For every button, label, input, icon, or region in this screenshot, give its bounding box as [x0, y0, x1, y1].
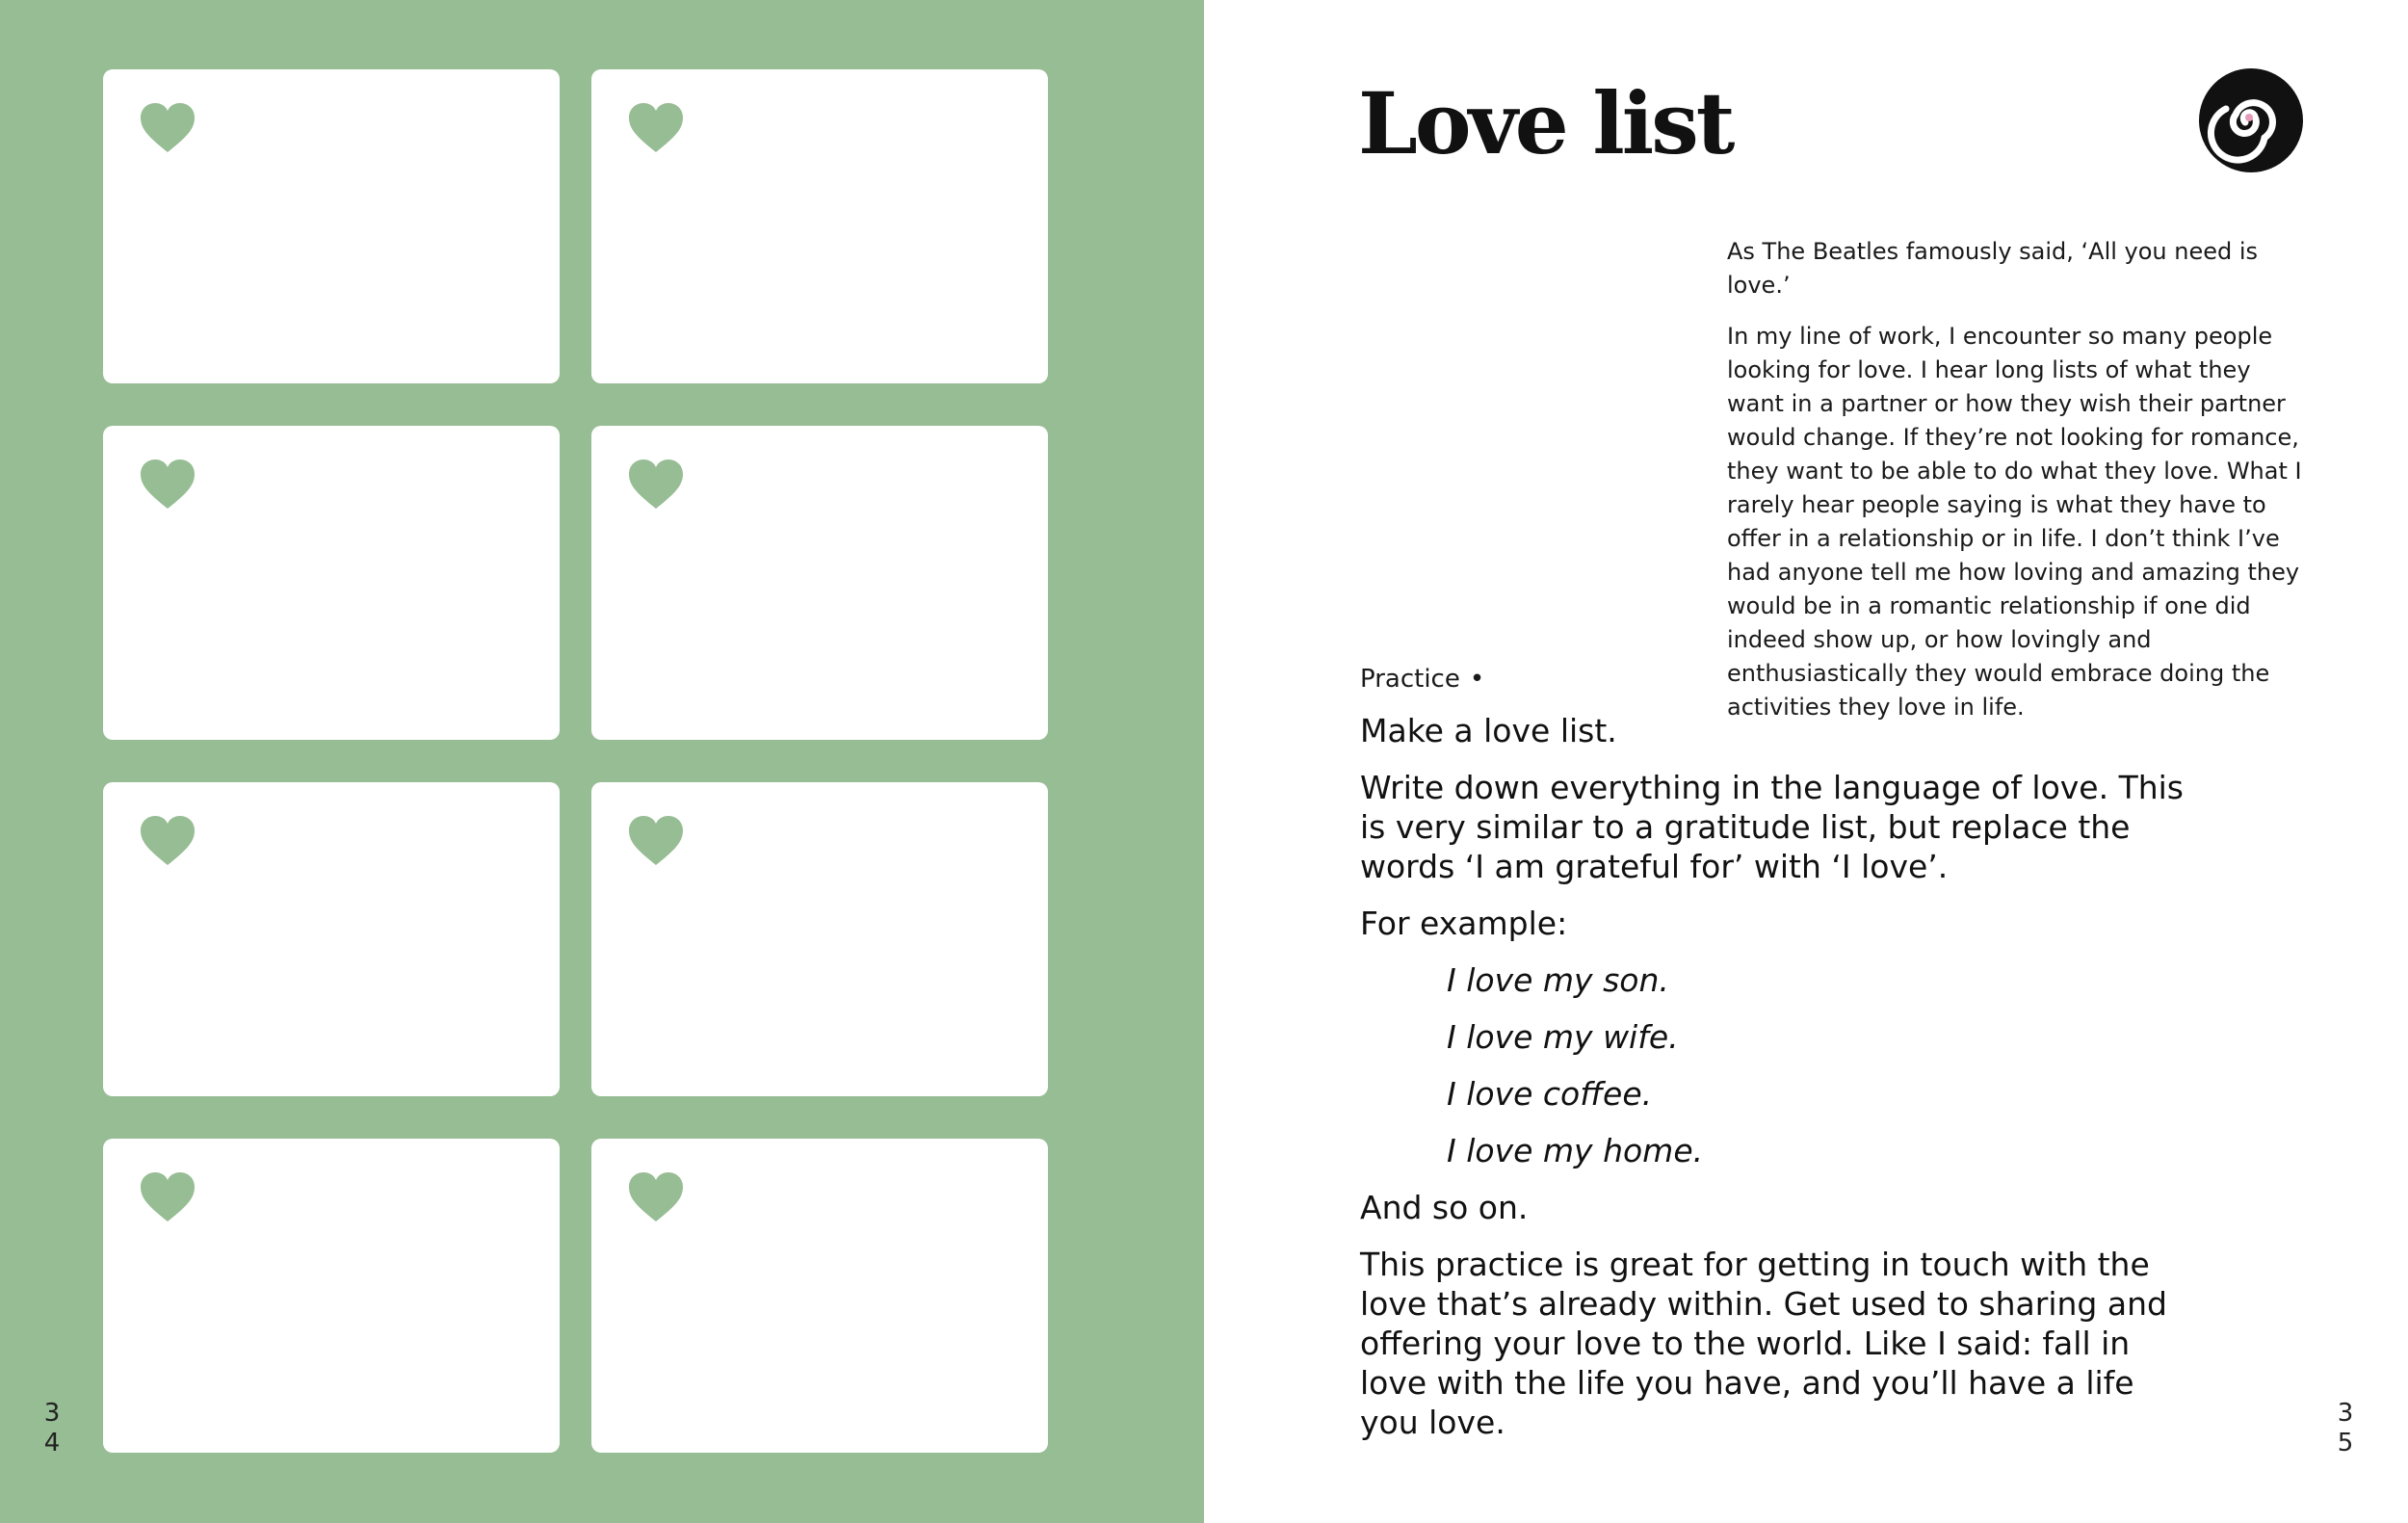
and-so-on: And so on. — [1360, 1189, 1529, 1226]
love-card — [591, 1139, 1048, 1453]
page-number-digit: 3 — [43, 1399, 61, 1428]
instruction: Make a love list. — [1360, 712, 1617, 749]
love-card — [103, 69, 560, 383]
example-item: I love my wife. — [1447, 1018, 1679, 1056]
heart-icon — [139, 815, 196, 867]
closing-paragraph: This practice is great for getting in touch with the love that’s already within. Get used to sharing and offering your love to the world. Like I said: fall in love with the life you have, and you’ll have a life you love. — [1360, 1246, 2167, 1441]
love-card — [103, 782, 560, 1096]
page-number-right — [2336, 1399, 2355, 1458]
practice-label-text: Practice — [1360, 665, 1460, 694]
intro-paragraph: As The Beatles famously said, ‘All you need is love.’ — [1727, 238, 2259, 299]
example-item: I love my home. — [1447, 1132, 1704, 1169]
page-number-digit: 5 — [2337, 1429, 2354, 1457]
practice-body — [1360, 711, 2188, 1459]
spiral-logo-icon — [2198, 67, 2304, 173]
practice-bullet: • — [1469, 665, 1485, 694]
heart-icon — [627, 102, 685, 154]
right-page — [1204, 0, 2408, 1523]
example-item: I love my son. — [1447, 961, 1669, 999]
heart-icon — [139, 1171, 196, 1223]
intro-text — [1727, 235, 2315, 742]
example-intro: For example: — [1360, 905, 1568, 942]
page-title: Love list — [1358, 73, 1733, 173]
love-card — [591, 69, 1048, 383]
heart-icon — [139, 459, 196, 511]
page-number-left — [42, 1399, 62, 1458]
explanation: Write down everything in the language of love. This is very similar to a gratitude list, but replace the words ‘I am grateful for’ with ‘I love’. — [1360, 769, 2185, 885]
heart-icon — [627, 1171, 685, 1223]
intro-paragraph: In my line of work, I encounter so many people looking for love. I hear long lists of what they want in a partner or how they wish their partner would change. If they’re not looking for romance, they want to be able to do what they love. What I rarely hear people saying is what they have to offer in a relationship or in life. I don’t think I’ve had anyone tell me how loving and amazing they would be in a romantic relationship if one did indeed show up, or how lovingly and enthusiastically they would embrace doing the activities they love in life. — [1727, 323, 2302, 721]
page-number-digit: 3 — [2337, 1399, 2354, 1428]
page-number-digit: 4 — [43, 1429, 61, 1457]
love-card — [103, 426, 560, 740]
heart-icon — [139, 102, 196, 154]
heart-icon — [627, 815, 685, 867]
heart-icon — [627, 459, 685, 511]
example-item: I love coffee. — [1447, 1075, 1653, 1113]
love-card — [103, 1139, 560, 1453]
love-card — [591, 782, 1048, 1096]
love-card — [591, 426, 1048, 740]
practice-label — [1360, 665, 1484, 694]
